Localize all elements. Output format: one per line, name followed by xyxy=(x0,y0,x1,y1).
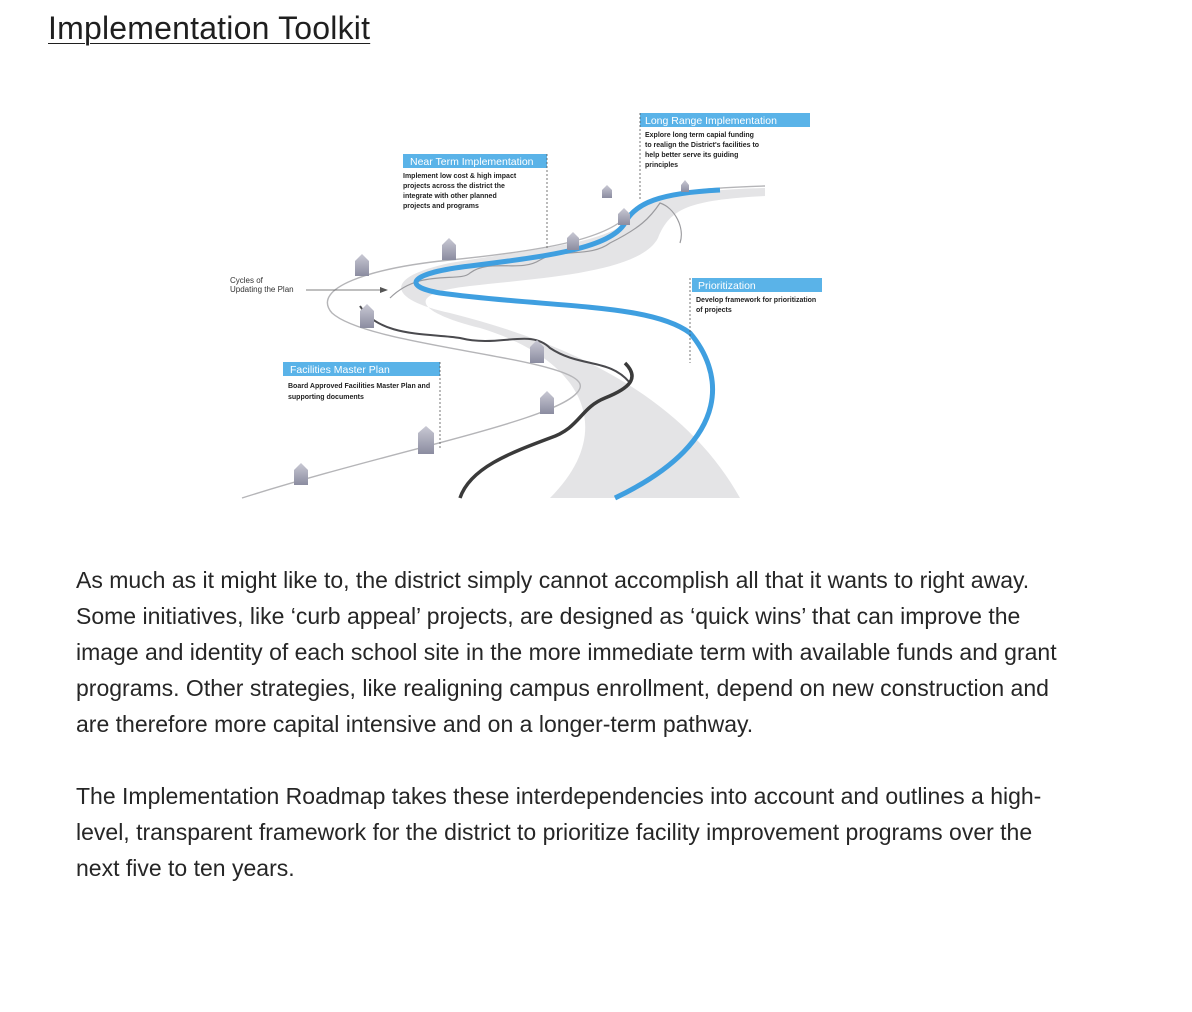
milestone-marker xyxy=(567,232,579,250)
milestone-marker xyxy=(355,254,369,276)
stage-text-near-term-3: integrate with other planned xyxy=(403,193,497,200)
paragraph-intro: As much as it might like to, the district simply cannot accomplish all that it wants to right away. Some initiatives, like ‘curb appeal’ projects, are designed as ‘quick wins’ that can improve the image and identity of each school site in the more immediate term with available funds and grant programs. Other strategies, like realigning campus enrollment, depend on new construction and are therefore more capital intensive and on a longer-term pathway. xyxy=(76,567,1057,737)
stage-text-prioritization-1: Develop framework for prioritization xyxy=(696,297,817,304)
stage-heading-prioritization: Prioritization xyxy=(698,280,756,292)
stage-text-facilities-master-plan-2: supporting documents xyxy=(288,394,364,401)
stage-text-near-term-2: projects across the district the xyxy=(403,183,505,190)
stage-heading-facilities-master-plan: Facilities Master Plan xyxy=(290,364,390,376)
stage-text-long-range-4: principles xyxy=(645,162,679,169)
page-title[interactable]: Implementation Toolkit xyxy=(48,10,371,46)
paragraph-roadmap: The Implementation Roadmap takes these interdependencies into account and outlines a high-level, transparent framework for the district to prioritize facility improvement programs over the next five to ten years. xyxy=(76,783,1042,881)
milestone-marker xyxy=(418,426,434,454)
milestone-marker xyxy=(681,180,689,192)
milestone-marker xyxy=(442,238,456,260)
milestone-marker xyxy=(602,185,612,198)
milestone-marker xyxy=(618,208,630,225)
milestone-marker xyxy=(294,463,308,485)
stage-text-near-term-1: Implement low cost & high impact xyxy=(403,173,517,180)
roadmap-illustration xyxy=(220,108,840,503)
stage-text-facilities-master-plan-1: Board Approved Facilities Master Plan and xyxy=(288,383,431,390)
stage-text-long-range-3: help better serve its guiding xyxy=(645,152,739,159)
implementation-roadmap-figure xyxy=(220,108,840,503)
body-text xyxy=(76,562,1076,922)
stage-heading-near-term: Near Term Implementation xyxy=(410,156,534,168)
stage-text-near-term-4: projects and programs xyxy=(403,203,479,210)
cycles-label-line-2: Updating the Plan xyxy=(230,285,294,294)
stage-text-long-range-1: Explore long term capial funding xyxy=(645,132,754,139)
stage-text-prioritization-2: of projects xyxy=(696,307,732,314)
cycles-label-line-1: Cycles of xyxy=(230,276,263,285)
milestone-marker xyxy=(540,391,554,414)
stage-heading-long-range: Long Range Implementation xyxy=(645,115,777,127)
cycles-pointer-arrow xyxy=(380,287,388,293)
stage-text-long-range-2: to realign the District's facilities to xyxy=(645,142,760,149)
